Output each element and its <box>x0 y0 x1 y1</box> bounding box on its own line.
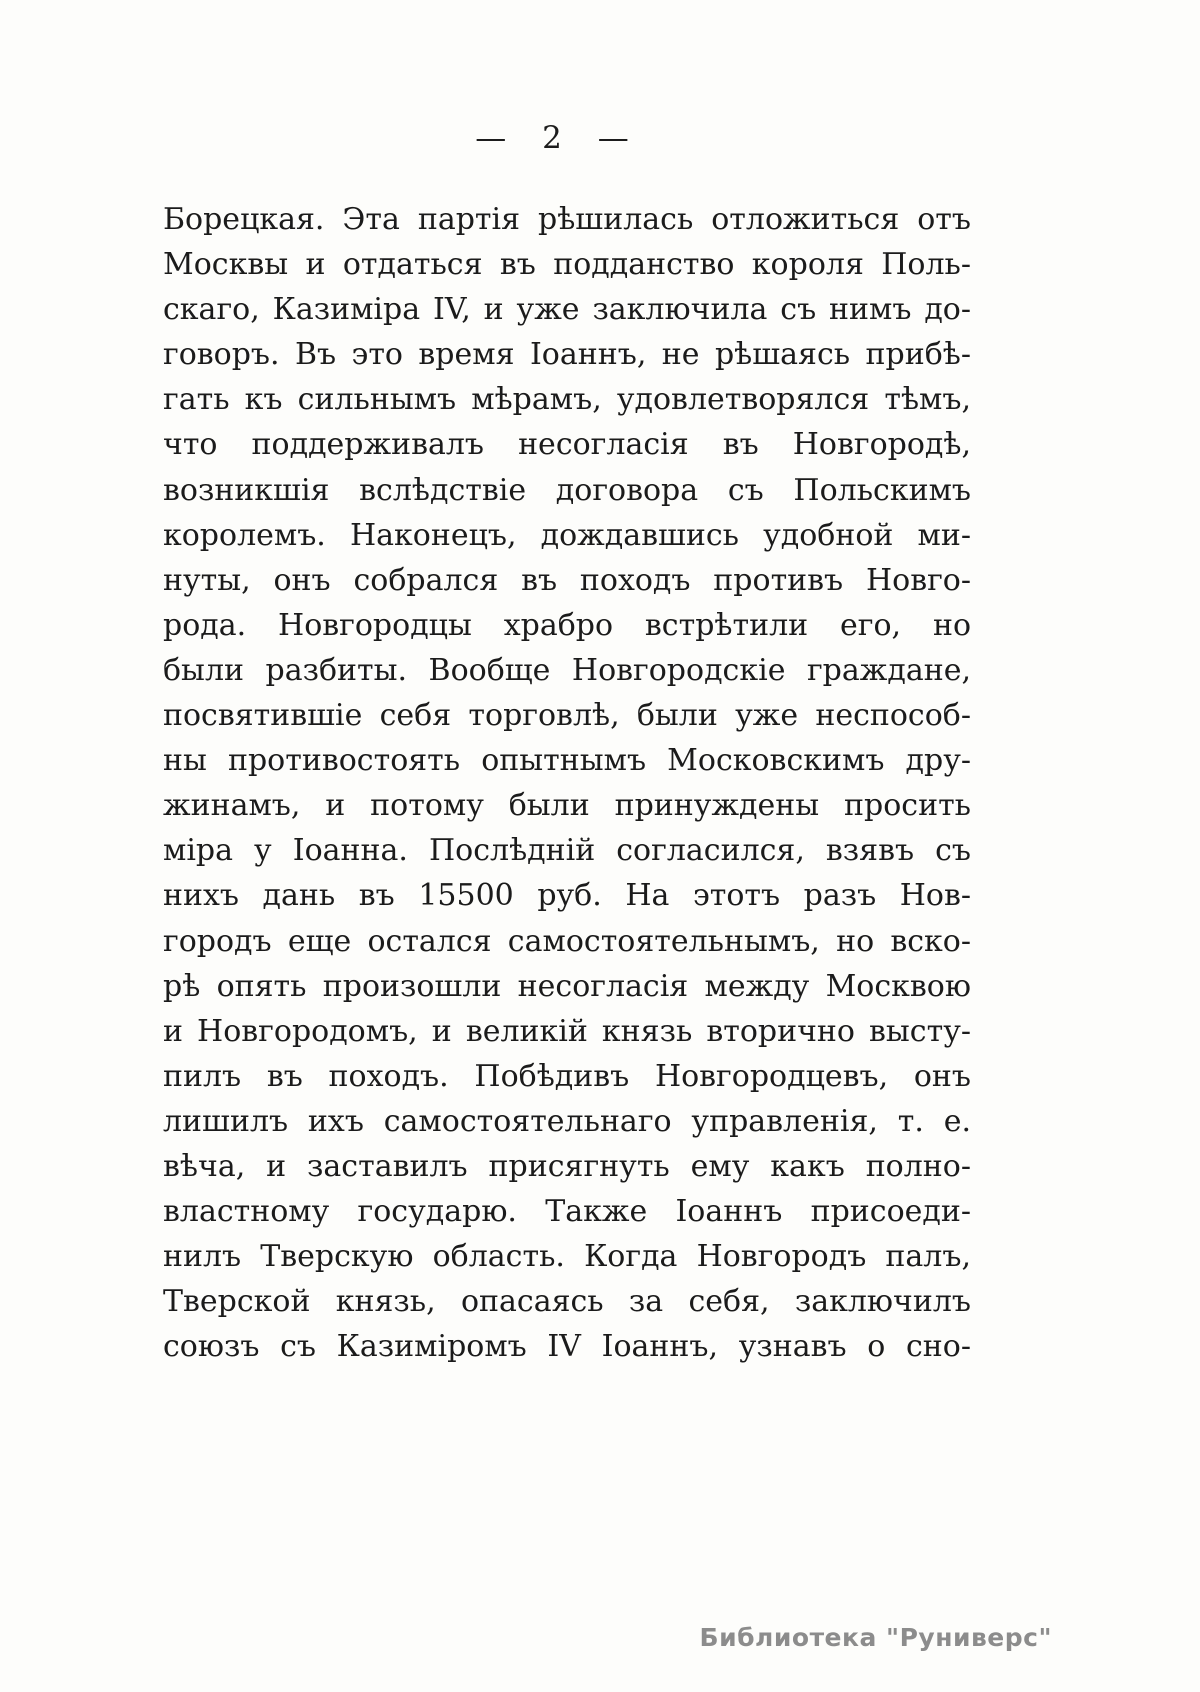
text-line: что поддерживалъ несогласія въ Новгородѣ, <box>163 427 971 463</box>
text-line: городъ еще остался самостоятельнымъ, но вско- <box>163 923 971 959</box>
text-line: нилъ Тверскую область. Когда Новгородъ палъ, <box>163 1239 971 1275</box>
library-watermark: Библиотека "Руниверс" <box>699 1623 1052 1652</box>
text-line: міра у Іоанна. Послѣдній согласился, взявъ съ <box>163 833 971 869</box>
text-line: лишилъ ихъ самостоятельнаго управленія, т. е. <box>163 1103 971 1139</box>
text-line: властному государю. Также Іоаннъ присоеди- <box>163 1194 971 1230</box>
text-line: ны противостоять опытнымъ Московскимъ дру- <box>163 743 971 779</box>
text-line: нуты, онъ собрался въ походъ противъ Новго- <box>163 562 971 598</box>
text-line: были разбиты. Вообще Новгородскіе граждане, <box>163 652 971 688</box>
page-number: — 2 — <box>475 120 635 156</box>
text-line: рѣ опять произошли несогласія между Москвою <box>163 968 971 1004</box>
text-line: Тверской князь, опасаясь за себя, заключилъ <box>163 1284 971 1320</box>
text-line: Москвы и отдаться въ подданство короля Поль- <box>163 247 971 283</box>
text-line: пилъ въ походъ. Побѣдивъ Новгородцевъ, онъ <box>163 1058 971 1094</box>
text-line: посвятившіе себя торговлѣ, были уже неспособ- <box>163 698 971 734</box>
text-line: возникшія вслѣдствіе договора съ Польскимъ <box>163 472 971 508</box>
text-line: Борецкая. Эта партія рѣшилась отложиться отъ <box>163 202 971 237</box>
text-line: говоръ. Въ это время Іоаннъ, не рѣшаясь прибѣ- <box>163 337 971 373</box>
text-line: вѣча, и заставилъ присягнуть ему какъ полно- <box>163 1148 971 1184</box>
text-line: жинамъ, и потому были принуждены просить <box>163 788 971 824</box>
text-line: гать къ сильнымъ мѣрамъ, удовлетворялся тѣмъ, <box>163 382 971 418</box>
text-line: и Новгородомъ, и великій князь вторично высту- <box>163 1013 971 1049</box>
text-line: рода. Новгородцы храбро встрѣтили его, но <box>163 607 971 643</box>
text-line: союзъ съ Казиміромъ IV Іоаннъ, узнавъ о сно- <box>163 1329 971 1365</box>
text-line: королемъ. Наконецъ, дождавшись удобной ми- <box>163 517 971 553</box>
text-line: нихъ дань въ 15500 руб. На этотъ разъ Нов- <box>163 878 971 914</box>
text-line: скаго, Казиміра IV, и уже заключила съ нимъ до- <box>163 292 971 328</box>
page-text-block <box>163 197 971 1369</box>
